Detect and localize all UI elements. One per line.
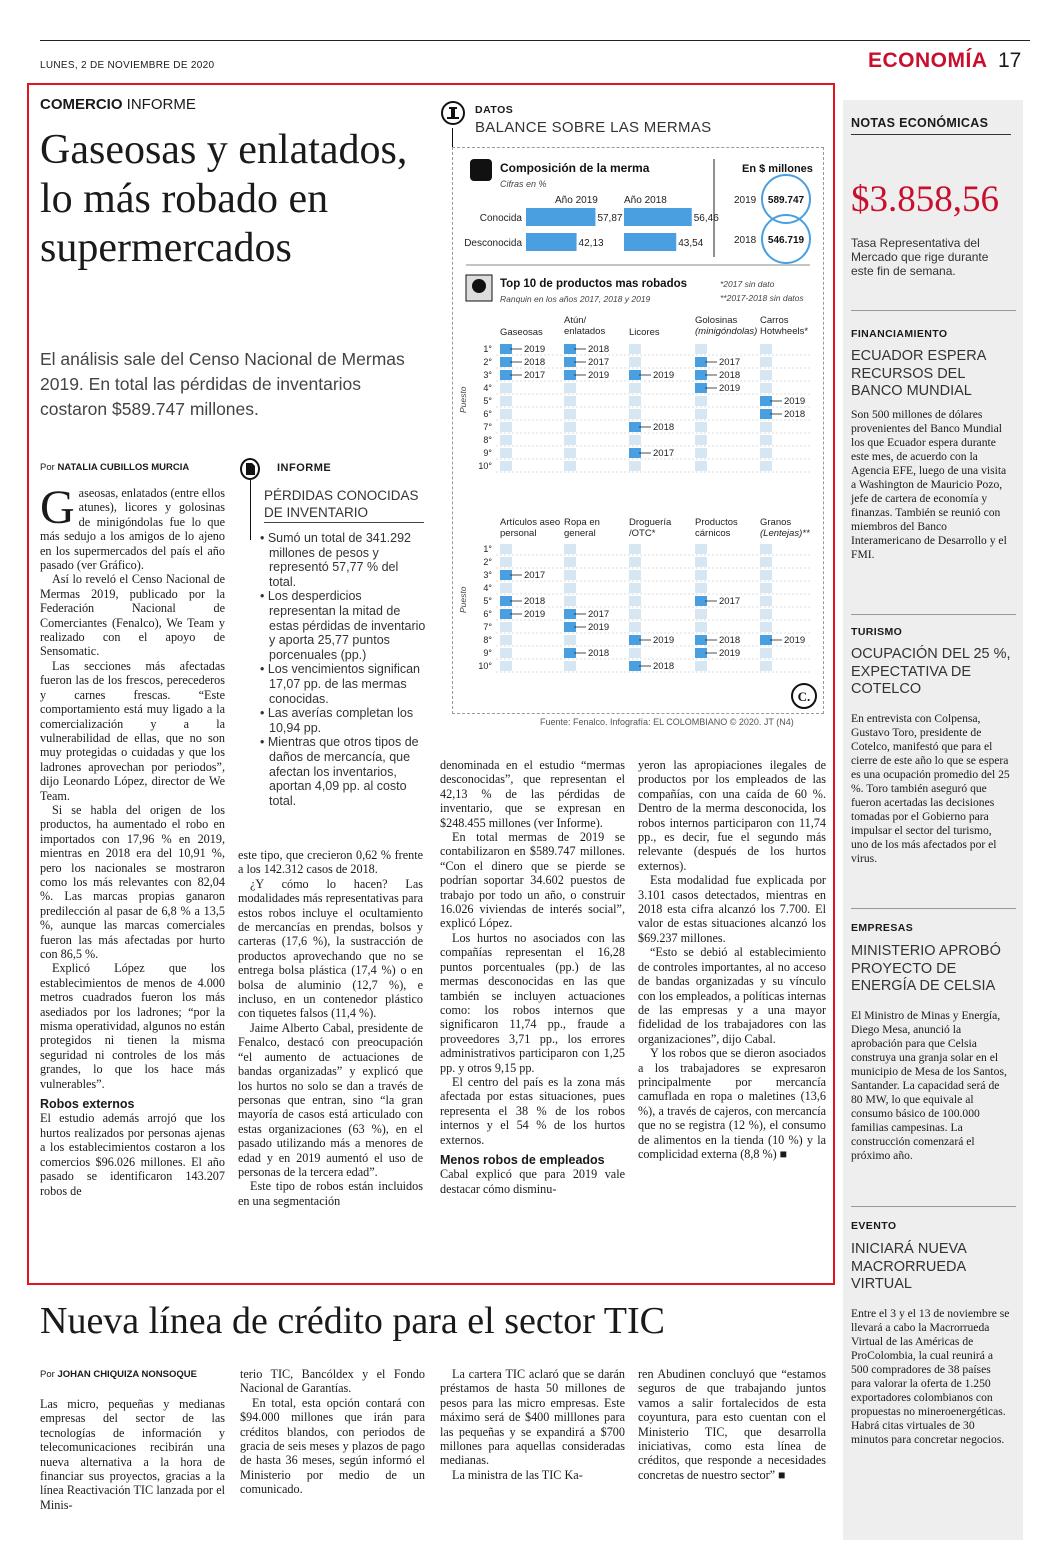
note-headline: OCUPACIÓN DEL 25 %, EXPECTATIVA DE COTELCO <box>851 646 1011 697</box>
article-column-4 <box>638 758 826 1278</box>
byline <box>40 462 189 473</box>
column-header: Hotwheels* <box>760 326 809 337</box>
data-label: 42,13 <box>578 238 604 249</box>
row-axis-label: Puesto <box>458 586 468 613</box>
cell <box>629 461 641 471</box>
column-header: Carros <box>760 315 789 326</box>
cell <box>760 622 772 632</box>
paragraph: ¿Y cómo lo hacen? Las modalidades más representativas para estos robos incluye el ocultamiento de mercancías en prendas, bolsos y carteras (17,6 %), la sustracción de productos aprovechando que no se entrega bolsa plástica (17,4 %) o en bolsa de aluminio (12,7 %), e incluso, en un contenedor plástico con tiquetes falsos (11,4 %). <box>238 876 423 1021</box>
rank-year: 2018 <box>653 661 675 672</box>
scale-icon <box>441 101 465 125</box>
series-label: Año 2019 <box>555 195 598 206</box>
informe-list <box>260 531 428 808</box>
column-header: Golosinas <box>695 315 738 326</box>
dropcap: G <box>40 486 75 534</box>
cell <box>695 622 707 632</box>
paragraph: La cartera TIC aclaró que se darán préstamos de hasta 50 millones de pesos para las micro empresas. Este máximo será de $400 milllones para las pequeñas y se expandirá a $700 millones para aquellas consideradas medianas. <box>440 1367 625 1468</box>
rank-year: 2017 <box>588 357 610 368</box>
cell <box>500 383 512 393</box>
paragraph: Si se habla del origen de los productos, ha aumentado el robo en importados con 17,96 % en 2019, mientras en 2018 era del 10,91 %, pero los nacionales se mostraron como los más relevantes con 82,04 %. Las marcas propias ganaron predilección al pasar de 6,8 % a 13,5 %, aunque las marcas comerciales fueron las más afectadas por hurto con 86,5 %. <box>40 802 225 961</box>
paragraph: Y los robos que se dieron asociados a los trabajadores se expresaron principalmente por mercancía camuflada en ropa o maletines (13,6 %), a través de cajeros, con mercancía que no se registra (12 %), el consumo de alimentos en la tienda (10 %) y la complicidad externa (8,8 %) ■ <box>638 1046 826 1161</box>
cell <box>695 661 707 671</box>
cell <box>500 635 512 645</box>
cell <box>629 409 641 419</box>
rank-year: 2019 <box>588 622 610 633</box>
paragraph: El centro del país es la zona más afectada por estas situaciones, pues representa el 38 % de los robos internos y el 54 % de los hurtos externos. <box>440 1074 625 1147</box>
cell <box>564 661 576 671</box>
cell <box>629 344 641 354</box>
page-number: 17 <box>998 49 1022 72</box>
cell <box>629 557 641 567</box>
byline-name: JOHAN CHIQUIZA NONSOQUE <box>57 1369 197 1380</box>
cell <box>695 570 707 580</box>
cell <box>695 422 707 432</box>
paragraph: Este tipo de robos están incluidos en una segmentación <box>238 1179 423 1208</box>
row-label: 9° <box>483 648 492 658</box>
informe-title: INFORME <box>277 462 332 474</box>
cell <box>500 544 512 554</box>
rank-year: 2018 <box>588 344 610 355</box>
row-label: 8° <box>483 435 492 445</box>
rank-year: 2018 <box>524 596 546 607</box>
row-label: 10° <box>478 461 492 471</box>
rank-year: 2018 <box>653 422 675 433</box>
cell <box>564 396 576 406</box>
dateline: LUNES, 2 DE NOVIEMBRE DE 2020 <box>40 60 215 71</box>
paragraph: La ministra de las TIC Ka- <box>452 1467 583 1482</box>
money-title: En $ millones <box>742 163 813 175</box>
subhead-menos-robos: Menos robos de empleados <box>440 1152 605 1167</box>
paragraph: Explicó López que los establecimientos de menos de 4.000 metros cuadrados fueron los más asediados por los ladrones; “por la misma operatividad, algunos no están protegidos ni tienen la misma seguridad ni controles de los más grandes, lo que los hace más vulnerables”. <box>40 961 225 1091</box>
category-label: Conocida <box>479 213 522 224</box>
story2-column-1 <box>40 1397 225 1547</box>
cell <box>629 583 641 593</box>
cell <box>695 461 707 471</box>
rank-year: 2017 <box>588 609 610 620</box>
cell <box>564 557 576 567</box>
cell <box>564 635 576 645</box>
sidebar-divider <box>851 310 1016 311</box>
cell <box>760 583 772 593</box>
datos-rule <box>452 128 453 148</box>
row-label: 4° <box>483 583 492 593</box>
column-header: personal <box>500 528 537 539</box>
sidebar-divider <box>851 1206 1016 1207</box>
column-header: Productos <box>695 517 738 528</box>
list-item: • Las averías completan los 10,94 pp. <box>260 706 414 735</box>
article-column-1 <box>40 486 225 1276</box>
note-body: Entre el 3 y el 13 de noviembre se llevará a cabo la Macrorrueda Virtual de las Américas de ProColombia, la cual reunirá a 500 compradores de 38 países para valorar la oferta de 1.250 exportadores colombianos con propuestas no mineroenergéticas. Habrá citas virtuales de 30 minutos para concretar negocios. <box>851 1307 1010 1446</box>
sidebar-title-rule <box>851 134 1011 135</box>
headline: Gaseosas y enlatados, lo más robado en supermercados <box>40 127 408 271</box>
bar <box>624 208 692 226</box>
cell <box>629 648 641 658</box>
story2-column-2 <box>240 1367 425 1547</box>
cell <box>564 448 576 458</box>
cell <box>564 596 576 606</box>
cell <box>500 409 512 419</box>
cell <box>695 396 707 406</box>
row-label: 5° <box>483 596 492 606</box>
rank-year: 2019 <box>719 383 741 394</box>
column-header: Artículos aseo <box>500 517 561 528</box>
cell <box>564 383 576 393</box>
exchange-rate: $3.858,56 <box>851 179 999 220</box>
bar <box>526 233 577 251</box>
story2-headline: Nueva línea de crédito para el sector TIC <box>40 1300 665 1342</box>
cell <box>564 583 576 593</box>
informe-subtitle: PÉRDIDAS CONOCIDAS DE INVENTARIO <box>264 488 419 520</box>
cell <box>760 344 772 354</box>
column-header: cárnicos <box>695 528 731 539</box>
story2-column-4 <box>638 1367 826 1547</box>
cell <box>629 596 641 606</box>
rank-year: 2019 <box>524 609 546 620</box>
composition-subtitle: Cifras en % <box>500 179 547 189</box>
rank-year: 2017 <box>524 570 546 581</box>
cell <box>760 544 772 554</box>
informe-rule <box>250 480 251 540</box>
cell <box>564 544 576 554</box>
cell <box>500 583 512 593</box>
rank-year: 2019 <box>653 370 675 381</box>
data-label: 43,54 <box>678 238 704 249</box>
paragraph: Así lo reveló el Censo Nacional de Mermas 2019, publicado por la Federación Nacional de Comerciantes (Fenalco), We Team y realizado con el apoyo de Sensomatic. <box>40 572 225 659</box>
story2-column-3 <box>440 1367 625 1547</box>
row-label: 7° <box>483 622 492 632</box>
section-name: ECONOMÍA <box>868 49 988 72</box>
column-header: /OTC* <box>629 528 656 539</box>
cell <box>564 570 576 580</box>
money-value: 546.719 <box>767 235 805 246</box>
list-item: • Mientras que otros tipos de daños de mercancía, que afectan los inventarios, aportan 4,09 pp. al costo total. <box>260 735 419 808</box>
cell <box>629 544 641 554</box>
row-label: 2° <box>483 557 492 567</box>
cell <box>760 648 772 658</box>
informe-divider <box>264 522 424 523</box>
rank-year: 2019 <box>588 370 610 381</box>
row-label: 6° <box>483 609 492 619</box>
cell <box>760 422 772 432</box>
document-icon <box>240 458 260 480</box>
rank-year: 2019 <box>784 396 806 407</box>
cell <box>500 661 512 671</box>
sidebar-title: NOTAS ECONÓMICAS <box>851 116 989 130</box>
paragraph: Cabal explicó que para 2019 vale destacar cómo disminu- <box>440 1167 625 1196</box>
rank-year: 2018 <box>719 635 741 646</box>
subhead-robos-externos: Robos externos <box>40 1097 135 1112</box>
cell <box>500 422 512 432</box>
cell <box>629 609 641 619</box>
note-headline: MINISTERIO APROBÓ PROYECTO DE ENERGÍA DE CELSIA <box>851 943 1001 994</box>
paragraph: Jaime Alberto Cabal, presidente de Fenalco, destacó con preocupación “el aumento de actuaciones de bandas organizadas” y explicó que los hurtos no solo se dan a través de personas que entran, sino “la gran mayoría de casos está articulado con estas organizaciones (63 %), en el pasado utilizando más a menores de edad y en 2019 aumentó el uso de personas de la tercera edad”. <box>238 1020 423 1179</box>
top10-subtitle: Ranquin en los años 2017, 2018 y 2019 <box>500 294 651 304</box>
cell <box>500 648 512 658</box>
row-label: 1° <box>483 544 492 554</box>
cell <box>695 583 707 593</box>
sidebar-divider <box>851 908 1016 909</box>
bar <box>526 208 595 226</box>
note-headline: INICIARÁ NUEVA MACRORRUEDA VIRTUAL <box>851 1241 966 1292</box>
rank-year: 2018 <box>524 357 546 368</box>
note-label: FINANCIAMIENTO <box>851 328 948 340</box>
note-label: EMPRESAS <box>851 922 914 934</box>
cell <box>695 435 707 445</box>
cell <box>629 570 641 580</box>
column-header: Droguería <box>629 517 672 528</box>
cell <box>629 435 641 445</box>
column-header: (minigóndolas) <box>695 326 758 337</box>
money-value: 589.747 <box>767 195 805 206</box>
kicker-type: INFORME <box>122 96 196 113</box>
note-body: Son 500 millones de dólares provenientes del Banco Mundial los que Ecuador espera durante este mes, de acuerdo con la Agencia EFE, luego de una visita a Washington de Mauricio Pozo, jefe de cartera de economía y finanzas. También se reunió con miembros del Banco Interamericano de Desarrollo y el FMI. <box>851 408 1007 561</box>
cell <box>500 396 512 406</box>
paragraph: yeron las apropiaciones ilegales de productos por los empleados de las compañías, con una caída de 60 %. Dentro de la merma desconocida, los robos internos participaron con 11,74 pp., es decir, fue el segundo más relevante (después de los hurtos externos). <box>638 758 826 873</box>
note-body: El Ministro de Minas y Energía, Diego Mesa, anunció la aprobación para que Celsia construya una granja solar en el municipio de Mesa de los Santos, Santander. La capacidad será de 80 MW, lo que equivale al consumo básico de 100.000 familias campesinas. La construcción comenzará el próximo año. <box>851 1009 1007 1162</box>
rank-year: 2017 <box>719 357 741 368</box>
paragraph: Los hurtos no asociados con las compañías representan el 16,28 puntos porcentuales (pp.) de las mermas desconocidas en las que también se incluyen actuaciones como: los robos internos que significaron 11,74 pp., fraude a proveedores 3,71 pp., los errores administrativos participaron con 1,25 pp. y otros 9,15 pp. <box>440 930 625 1075</box>
row-label: 3° <box>483 370 492 380</box>
row-label: 1° <box>483 344 492 354</box>
cell <box>760 596 772 606</box>
money-year: 2019 <box>734 195 757 206</box>
paragraph: terio TIC, Bancóldex y el Fondo Nacional de Garantías. <box>240 1367 425 1396</box>
sidebar-divider <box>851 614 1016 615</box>
datos-title: DATOS <box>475 104 514 116</box>
note-headline: ECUADOR ESPERA RECURSOS DEL BANCO MUNDIAL <box>851 348 986 399</box>
top-rule <box>40 40 1030 41</box>
row-label: 6° <box>483 409 492 419</box>
cell <box>500 557 512 567</box>
row-label: 9° <box>483 448 492 458</box>
article-column-3 <box>440 758 625 1278</box>
paragraph: En total, esta opción contará con $94.000 millones que irán para créditos blandos, con periodos de gracia de seis meses y plazos de pago de hasta 36 meses, según informó el Ministerio por medio de un comunicado. <box>240 1395 425 1497</box>
cell <box>760 448 772 458</box>
paragraph: ren Abudinen concluyó que “estamos seguros de que trabajando juntos vamos a salir fortalecidos de esta coyuntura, para esto cuentan con el Ministerio TIC, que desarrolla iniciativas, como esta línea de créditos, que responde a necesidades concretas de nuestro sector” ■ <box>638 1367 826 1482</box>
row-label: 10° <box>478 661 492 671</box>
top10-note: **2017-2018 sin datos <box>720 293 804 303</box>
cell <box>564 461 576 471</box>
byline-prefix: Por <box>40 462 58 473</box>
cell <box>500 461 512 471</box>
byline-prefix: Por <box>40 1369 58 1380</box>
paragraph: En total mermas de 2019 se contabilizaron en $589.747 millones. “Con el dinero que se pierde se podrían soportar 34.602 puestos de trabajo por todo un año, o construir 16.026 viviendas de interés social”, explicó López. <box>440 830 625 931</box>
rank-year: 2017 <box>719 596 741 607</box>
rank-year: 2019 <box>784 635 806 646</box>
balance-chart <box>452 147 824 714</box>
cell <box>500 622 512 632</box>
bar <box>624 233 676 251</box>
paragraph: Las secciones más afectadas fueron las de los frescos, perecederos y carnes frescas. “Este comportamiento está muy ligado a la comercialización y a la vulnerabilidad de ellas, que no son muy protegidas o cuidadas y que los ladrones aprovechan por periodos”, dijo Leonardo López, director de We Team. <box>40 658 225 803</box>
paragraph: denominada en el estudio “mermas desconocidas”, que representan el 42,13 % de las pérdidas de inventario, que se expresan en $248.455 millones (ver Informe). <box>440 758 625 830</box>
rank-year: 2017 <box>653 448 675 459</box>
data-label: 56,46 <box>693 213 719 224</box>
cell <box>760 461 772 471</box>
kicker <box>40 96 196 113</box>
note-label: TURISMO <box>851 626 903 638</box>
cell <box>760 609 772 619</box>
cell <box>500 448 512 458</box>
row-label: 7° <box>483 422 492 432</box>
story2-byline <box>40 1369 197 1380</box>
logo: C. <box>797 689 811 704</box>
cell <box>629 622 641 632</box>
cell <box>629 396 641 406</box>
cell <box>629 383 641 393</box>
column-header: enlatados <box>564 326 606 337</box>
note-label: EVENTO <box>851 1220 897 1232</box>
deck: El análisis sale del Censo Nacional de Mermas 2019. En total las pérdidas de inventarios costaron $589.747 millones. <box>40 349 405 419</box>
datos-subtitle: BALANCE SOBRE LAS MERMAS <box>475 119 712 136</box>
paragraph: este tipo, que crecieron 0,62 % frente a los 142.312 casos de 2018. <box>238 848 423 877</box>
top10-note: *2017 sin dato <box>720 279 775 289</box>
chart-source: Fuente: Fenalco. Infografía: EL COLOMBIANO © 2020. JT (N4) <box>540 717 794 727</box>
cell <box>760 435 772 445</box>
column-header: Atún/ <box>564 315 587 326</box>
row-label: 2° <box>483 357 492 367</box>
cell <box>760 570 772 580</box>
category-label: Desconocida <box>464 238 522 249</box>
kicker-section: COMERCIO <box>40 96 123 113</box>
row-axis-label: Puesto <box>458 386 468 413</box>
column-header: (Lentejas)** <box>760 528 810 539</box>
rank-year: 2018 <box>588 648 610 659</box>
column-header: Gaseosas <box>500 327 543 338</box>
list-item: • Sumó un total de 341.292 millones de pesos y representó 57,77 % del total. <box>260 531 412 589</box>
row-label: 8° <box>483 635 492 645</box>
money-year: 2018 <box>734 235 757 246</box>
cell <box>695 448 707 458</box>
list-item: • Los desperdicios representan la mitad de estas pérdidas de inventario y aporta 25,77 puntos porcenuales (pp.) <box>260 589 426 662</box>
rank-year: 2019 <box>653 635 675 646</box>
paragraph: Las micro, pequeñas y medianas empresas del sector de las tecnologías de información y telecomunicaciones recibirán una nueva alternativa a la hora de financiar sus proyectos, gracias a la línea Reactivación TIC lanzada por el Minis- <box>40 1397 225 1512</box>
cell <box>760 661 772 671</box>
data-label: 57,87 <box>597 213 623 224</box>
cell <box>695 344 707 354</box>
row-label: 4° <box>483 383 492 393</box>
rank-year: 2017 <box>524 370 546 381</box>
receipt-icon <box>470 159 492 181</box>
article-column-2 <box>238 848 423 1278</box>
column-header: Licores <box>629 327 660 338</box>
cell <box>695 409 707 419</box>
cell <box>500 435 512 445</box>
thief-icon <box>472 279 486 293</box>
cell <box>760 557 772 567</box>
rank-year: 2018 <box>719 370 741 381</box>
cell <box>564 435 576 445</box>
column-header: Ropa en <box>564 517 600 528</box>
paragraph: El estudio además arrojó que los hurtos realizados por personas ajenas a los establecimientos costaron a los comercios $96.026 millones. El año pasado se identificaron 143.207 robos de <box>40 1111 225 1198</box>
note-body: En entrevista con Colpensa, Gustavo Toro, presidente de Cotelco, manifestó que para el cierre de este año lo que se espera es una ocupación promedio del 25 %. Toro también aseguró que fueron acertadas las decisiones tomadas por el Gobierno para impulsar el sector del turismo, uno de los más afectados por el virus. <box>851 712 1010 865</box>
column-header: general <box>564 528 596 539</box>
cell <box>695 609 707 619</box>
cell <box>564 409 576 419</box>
cell <box>760 383 772 393</box>
cell <box>695 544 707 554</box>
paragraph: “Esto se debió al establecimiento de controles importantes, al no acceso de bandas organizadas y su vínculo con los empleados, a políticas internas de las empresas y a una mayor fidelidad de los trabajadores con las organizaciones”, dijo Cabal. <box>638 945 826 1046</box>
series-label: Año 2018 <box>624 195 667 206</box>
row-label: 5° <box>483 396 492 406</box>
paragraph: aseosas, enlatados (entre ellos atunes), licores y golosinas de minigóndolas fue lo que más sedujo a los amigos de lo ajeno en los supermercados del país el año pasado (ver Gráfico). <box>40 486 225 573</box>
cell <box>564 422 576 432</box>
rank-year: 2019 <box>524 344 546 355</box>
top10-title: Top 10 de productos mas robados <box>500 278 688 290</box>
composition-title: Composición de la merma <box>500 161 650 175</box>
cell <box>695 557 707 567</box>
cell <box>760 370 772 380</box>
exchange-rate-caption: Tasa Representativa del Mercado que rige durante este fin de semana. <box>851 236 989 278</box>
byline-name: NATALIA CUBILLOS MURCIA <box>57 462 190 473</box>
column-header: Granos <box>760 517 792 528</box>
row-label: 3° <box>483 570 492 580</box>
cell <box>629 357 641 367</box>
cell <box>760 357 772 367</box>
rank-year: 2018 <box>784 409 806 420</box>
rank-year: 2019 <box>719 648 741 659</box>
list-item: • Los vencimientos significan 17,07 pp. de las mermas conocidas. <box>260 662 421 706</box>
paragraph: Esta modalidad fue explicada por 3.101 casos detectados, mientras en 2018 esta cifra alcanzó los 7.700. El valor de estas situaciones alcanzó los $69.237 millones. <box>638 873 826 945</box>
